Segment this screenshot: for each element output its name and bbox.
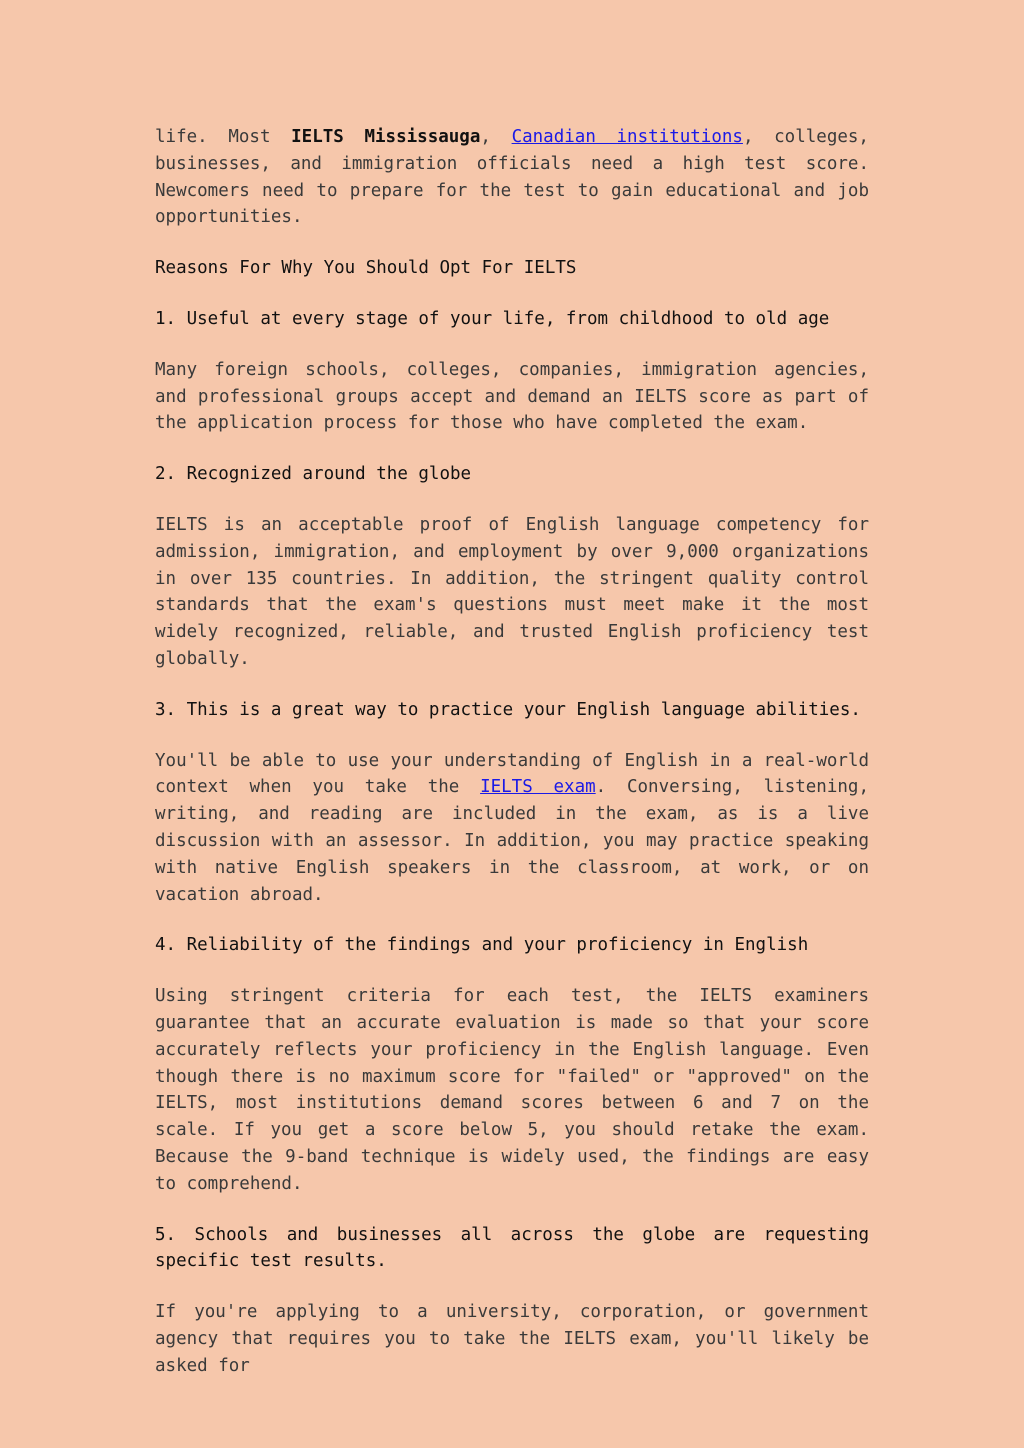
item-5-heading: 5. Schools and businesses all across the globe are requesting specific test results. bbox=[155, 1224, 869, 1272]
intro-bold-ielts-mississauga: IELTS Mississauga bbox=[291, 127, 481, 147]
item-3-body bbox=[155, 748, 869, 909]
intro-text-1: life. Most bbox=[155, 127, 292, 147]
canadian-institutions-link[interactable]: Canadian institutions bbox=[511, 127, 743, 147]
ielts-exam-link[interactable]: IELTS exam bbox=[480, 777, 596, 798]
item-5-body: If you're applying to a university, corporation, or government agency that requires you to take the IELTS exam, you'll likely be asked for bbox=[155, 1302, 869, 1376]
item-3-body-post: . Conversing, listening, writing, and reading are included in the exam, as is a live discussion with an assessor. In addition, you may practice speaking with native English speakers in the classroom, at work, or on vacation abroad. bbox=[155, 777, 869, 905]
item-2-body: IELTS is an acceptable proof of English language competency for admission, immigration, and employment by over 9,000 organizations in over 135 countries. In addition, the stringent quality control standards that the exam's questions must meet make it the most widely recognized, reliable, and trusted English proficiency test globally. bbox=[155, 514, 869, 669]
item-4-heading: 4. Reliability of the findings and your proficiency in English bbox=[155, 935, 809, 956]
item-3-body-pre: You'll be able to use your understanding of English in a real-world context when you take the bbox=[155, 750, 869, 798]
item-1-body: Many foreign schools, colleges, companies, immigration agencies, and professional groups accept and demand an IELTS score as part of the application process for those who have completed the exam. bbox=[155, 359, 869, 434]
item-3-heading: 3. This is a great way to practice your English language abilities. bbox=[155, 699, 861, 720]
intro-paragraph bbox=[155, 124, 869, 231]
item-2-heading: 2. Recognized around the globe bbox=[155, 464, 472, 485]
section-title: Reasons For Why You Should Opt For IELTS bbox=[155, 258, 577, 279]
item-1-heading: 1. Useful at every stage of your life, from childhood to old age bbox=[155, 308, 830, 329]
intro-text-2: , bbox=[480, 127, 512, 147]
item-4-body: Using stringent criteria for each test, the IELTS examiners guarantee that an accurate evaluation is made so that your score accurately reflects your proficiency in the English language. Even though there is no maximum score for "failed" or "approved" on the IELTS, most institutions demand scores between 6 and 7 on the scale. If you get a score below 5, you should retake the exam. Because the 9-band technique is widely used, the findings are easy to comprehend. bbox=[155, 986, 869, 1194]
intro-text-3: , colleges, businesses, and immigration officials need a high test score. Newcomers need to prepare for the test to gain educational and job opportunities. bbox=[155, 127, 869, 228]
